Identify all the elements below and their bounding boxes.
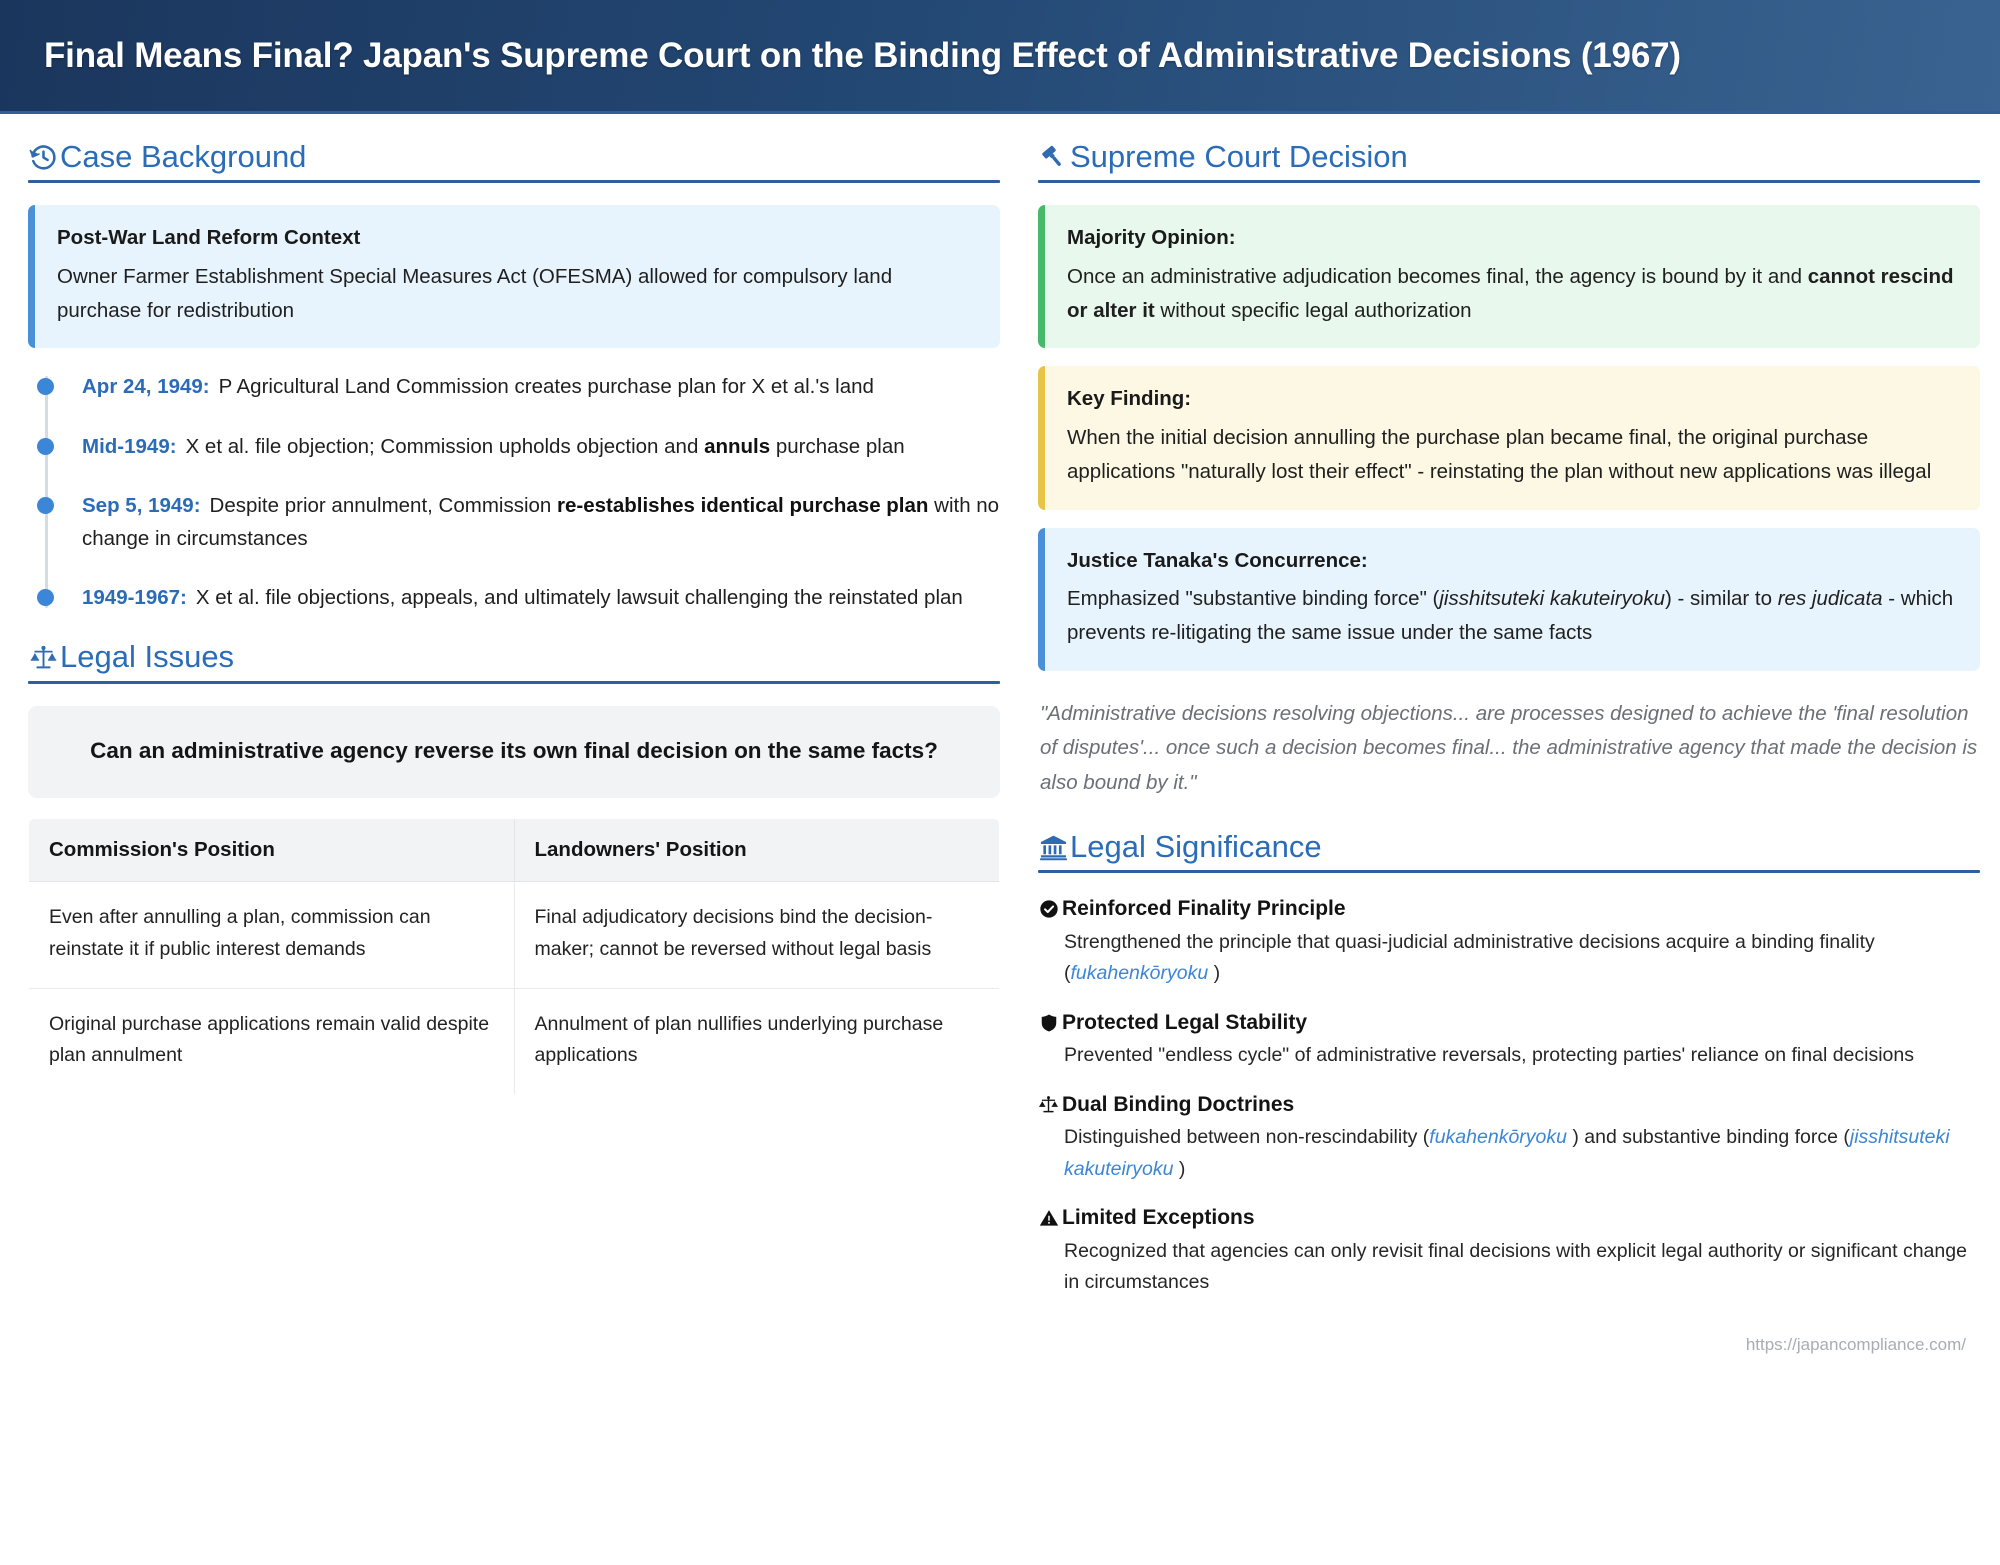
key-finding-title: Key Finding: [1067,387,1192,411]
check-circle-icon [1038,899,1059,920]
significance-item [1038,895,1980,989]
timeline-date: 1949-1967: [82,586,187,610]
tanaka-concurrence-card [1038,528,1980,671]
scales-of-justice-icon [1038,1094,1059,1115]
significance-item-header [1038,895,1980,922]
majority-opinion-text: Once an administrative adjudication becomes final, the agency is bound by it and [1067,264,1808,288]
majority-opinion-title: Majority Opinion: [1067,226,1236,250]
decision-pull-quote: "Administrative decisions resolving objections... are processes designed to achieve the 'final resolution of disputes'... once such a decision becomes final... the administrative agency that made the decision is also bound by it." [1040,702,1978,794]
timeline-text: X et al. file objections, appeals, and ultimately lawsuit challenging the reinstated plan [195,586,963,610]
significance-item-header [1038,1204,1980,1231]
table-row [29,882,1000,988]
positions-comparison-table [28,818,1000,1094]
shield-icon [1038,1012,1059,1033]
warning-triangle-icon [1038,1207,1059,1228]
supreme-court-decision-label: Supreme Court Decision [1070,139,1408,174]
tanaka-concurrence-body [1067,582,1958,650]
significance-text-mid: ) and substantive binding force ( [1566,1126,1850,1149]
landmark-icon [1038,832,1068,862]
timeline-text: P Agricultural Land Commission creates purchase plan for X et al.'s land [218,375,874,399]
legal-issues-heading [28,640,1000,674]
tanaka-term-latin: res judicata [1777,587,1883,611]
timeline-text: Despite prior annulment, Commission [209,493,558,517]
column-header-commission: Commission's Position [29,819,515,882]
scales-of-justice-icon [28,642,58,672]
significance-item-title: Limited Exceptions [1062,1206,1255,1230]
post-war-context-card [28,205,1000,348]
post-war-context-body: Owner Farmer Establishment Special Measures Act (OFESMA) allowed for compulsory land purchase for redistribution [57,264,893,322]
majority-opinion-body [1067,260,1958,328]
significance-item-header [1038,1091,1980,1118]
timeline-dot-icon [37,438,54,455]
table-cell: Original purchase applications remain valid despite plan annulment [29,988,515,1094]
tanaka-concurrence-title: Justice Tanaka's Concurrence: [1067,548,1368,572]
timeline-dot-icon [37,497,54,514]
legal-significance-divider [1038,870,1980,873]
case-background-heading [28,140,1000,174]
japanese-term: fukahenkōryoku [1070,962,1209,985]
timeline-date: Apr 24, 1949: [82,375,210,399]
table-row [29,988,1000,1094]
key-finding-card [1038,366,1980,509]
right-column [1038,140,1980,1325]
japanese-term-secondary: jisshitsuteki kakuteiryoku [1064,1126,1950,1180]
timeline-item [82,489,1000,555]
source-url: https://japancompliance.com/ [1745,1334,1966,1354]
majority-opinion-text-tail: without specific legal authorization [1154,298,1472,322]
legal-issues-label: Legal Issues [60,639,235,675]
majority-opinion-card [1038,205,1980,348]
significance-item-title: Reinforced Finality Principle [1062,897,1346,921]
significance-item-title: Protected Legal Stability [1062,1010,1308,1034]
table-cell: Even after annulling a plan, commission can reinstate it if public interest demands [29,882,515,988]
significance-item [1038,1091,1980,1185]
main-content [0,114,2000,1325]
column-header-landowners: Landowners' Position [514,819,1000,882]
key-finding-body: When the initial decision annulling the purchase plan became final, the original purchase applications "naturally lost their effect" - reinstating the plan without new applications was illegal [1067,426,1932,483]
significance-item-body [1038,927,1980,990]
timeline-item [82,581,1000,614]
section-legal-issues [28,640,1000,1094]
significance-text-mid: ) [1208,962,1221,985]
supreme-court-decision-heading [1038,140,1980,174]
significance-item-header [1038,1009,1980,1036]
section-case-background [28,140,1000,614]
timeline-text-tail: with no change in circumstances [82,493,1000,551]
history-clock-icon [28,142,58,172]
timeline-dot-icon [37,378,54,395]
supreme-court-decision-divider [1038,180,1980,183]
section-supreme-court-decision [1038,140,1980,800]
significance-text: Distinguished between non-rescindability ( [1064,1126,1430,1149]
timeline-emphasis: annuls [704,434,771,458]
majority-opinion-emphasis: cannot rescind or alter it [1067,264,1954,322]
significance-item-body: Recognized that agencies can only revisit final decisions with explicit legal authority or significant change in circumstances [1064,1239,1967,1294]
legal-significance-heading [1038,830,1980,864]
timeline-item [82,370,1000,403]
case-background-label: Case Background [60,139,307,174]
timeline-item [82,430,1000,463]
significance-text: Strengthened the principle that quasi-judicial administrative decisions acquire a binding finality ( [1064,930,1875,985]
tanaka-text: Emphasized "substantive binding force" ( [1067,587,1440,611]
japanese-term: fukahenkōryoku [1429,1126,1567,1149]
timeline-text: X et al. file objection; Commission upholds objection and [185,434,705,458]
gavel-icon [1038,142,1068,172]
significance-item-body [1038,1122,1980,1185]
section-legal-significance [1038,830,1980,1298]
page-footer [0,1325,2000,1371]
timeline-date: Mid-1949: [82,434,177,458]
table-cell: Final adjudicatory decisions bind the decision-maker; cannot be reversed without legal basis [514,882,1000,988]
legal-issues-divider [28,681,1000,684]
legal-question: Can an administrative agency reverse its own final decision on the same facts? [28,706,1000,799]
significance-item-title: Dual Binding Doctrines [1062,1092,1295,1116]
significance-item-body: Prevented "endless cycle" of administrative reversals, protecting parties' reliance on final decisions [1064,1044,1914,1067]
page-header [0,0,2000,114]
left-column [28,140,1000,1325]
tanaka-text-mid: ) - similar to [1664,587,1778,611]
post-war-context-title: Post-War Land Reform Context [57,226,361,250]
case-background-divider [28,180,1000,183]
timeline-text-tail: purchase plan [770,434,905,458]
tanaka-text-tail: - which prevents re-litigating the same issue under the same facts [1067,587,1954,645]
table-cell: Annulment of plan nullifies underlying purchase applications [514,988,1000,1094]
timeline-dot-icon [37,589,54,606]
tanaka-term-japanese: jisshitsuteki kakuteiryoku [1439,587,1665,611]
case-timeline [28,370,1000,614]
table-header-row [29,819,1000,882]
significance-item [1038,1009,1980,1072]
page-title: Final Means Final? Japan's Supreme Court on the Binding Effect of Administrative Decisions (1967) [44,35,1681,75]
significance-item [1038,1204,1980,1298]
significance-list [1038,895,1980,1298]
timeline-date: Sep 5, 1949: [82,493,201,517]
legal-significance-label: Legal Significance [1070,829,1322,865]
timeline-emphasis: re-establishes identical purchase plan [557,493,929,517]
significance-text-tail: ) [1173,1157,1186,1180]
